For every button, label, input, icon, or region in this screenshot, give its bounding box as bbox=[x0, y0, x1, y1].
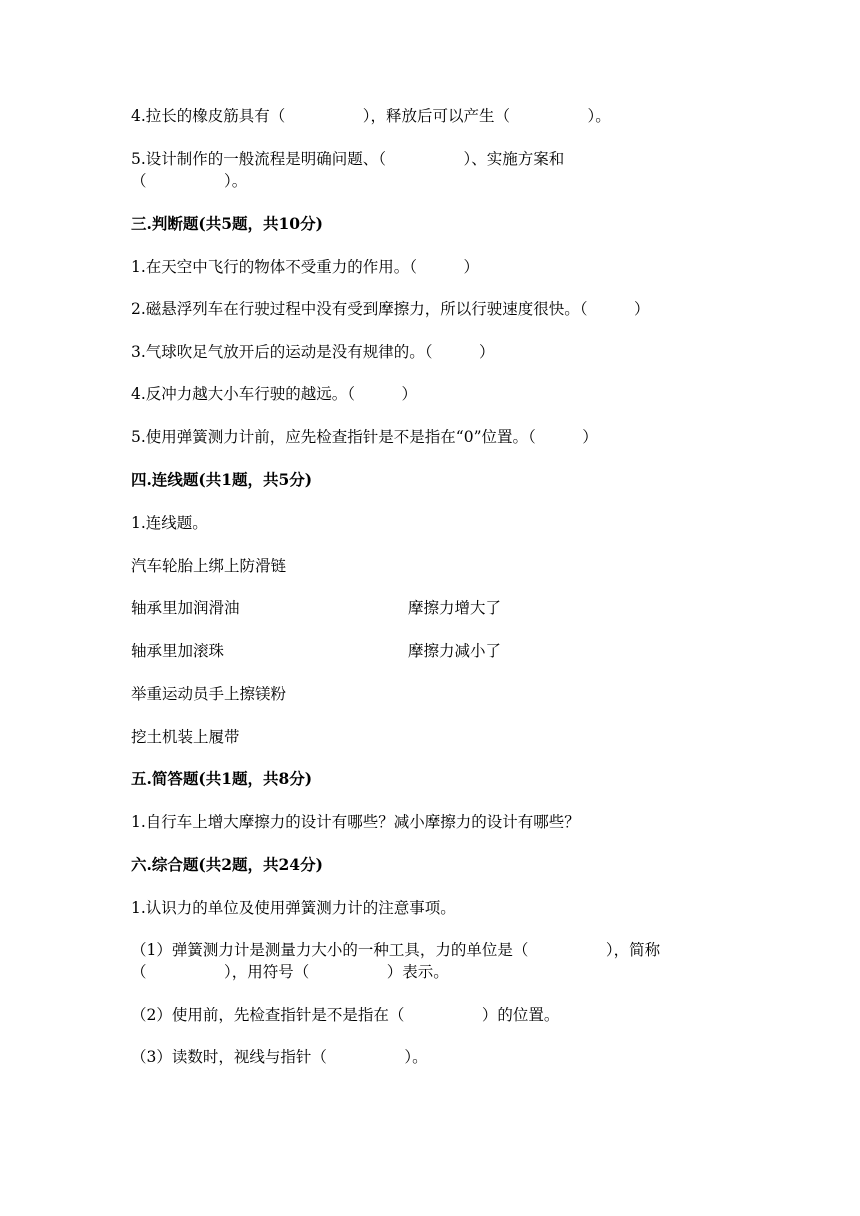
judgment-question-4: 4.反冲力越大小车行驶的越远。（ ） bbox=[131, 385, 418, 403]
matching-question: 1.连线题。 bbox=[131, 514, 208, 532]
comprehensive-question: 1.认识力的单位及使用弹簧测力计的注意事项。 bbox=[131, 899, 456, 917]
matching-left-item: 轴承里加滚珠 bbox=[131, 642, 225, 660]
section-heading-comprehensive: 六.综合题(共2题，共24分) bbox=[131, 855, 323, 874]
short-answer-question: 1.自行车上增大摩擦力的设计有哪些？减小摩擦力的设计有哪些？ bbox=[131, 813, 580, 831]
sub-question-1-line1: （1）弹簧测力计是测量力大小的一种工具，力的单位是（ ），简称 bbox=[131, 941, 661, 959]
judgment-question-5: 5.使用弹簧测力计前，应先检查指针是不是指在“0”位置。（ ） bbox=[131, 428, 598, 446]
fill-blank-question-4: 4.拉长的橡皮筋具有（ ），释放后可以产生（ ）。 bbox=[131, 107, 611, 125]
section-heading-short-answer: 五.简答题(共1题，共8分) bbox=[131, 769, 313, 788]
matching-left-item: 汽车轮胎上绑上防滑链 bbox=[131, 557, 287, 575]
sub-question-1-line2: （ ），用符号（ ）表示。 bbox=[131, 963, 449, 981]
section-heading-judgment: 三.判断题(共5题，共10分) bbox=[131, 214, 323, 233]
judgment-question-3: 3.气球吹足气放开后的运动是没有规律的。（ ） bbox=[131, 343, 495, 361]
fill-blank-question-5-line2: （ ）。 bbox=[131, 172, 248, 190]
fill-blank-question-5-line1: 5.设计制作的一般流程是明确问题、（ ）、实施方案和 bbox=[131, 150, 565, 168]
judgment-question-2: 2.磁悬浮列车在行驶过程中没有受到摩擦力，所以行驶速度很快。（ ） bbox=[131, 300, 650, 318]
judgment-question-1: 1.在天空中飞行的物体不受重力的作用。（ ） bbox=[131, 258, 480, 276]
matching-left-item: 轴承里加润滑油 bbox=[131, 599, 240, 617]
matching-right-item: 摩擦力减小了 bbox=[408, 642, 502, 660]
sub-question-3: （3）读数时，视线与指针（ ）。 bbox=[131, 1048, 428, 1066]
matching-left-item: 举重运动员手上擦镁粉 bbox=[131, 685, 287, 703]
matching-left-item: 挖土机装上履带 bbox=[131, 728, 240, 746]
matching-right-item: 摩擦力增大了 bbox=[408, 599, 502, 617]
section-heading-matching: 四.连线题(共1题，共5分) bbox=[131, 470, 313, 489]
sub-question-2: （2）使用前，先检查指针是不是指在（ ）的位置。 bbox=[131, 1006, 560, 1024]
